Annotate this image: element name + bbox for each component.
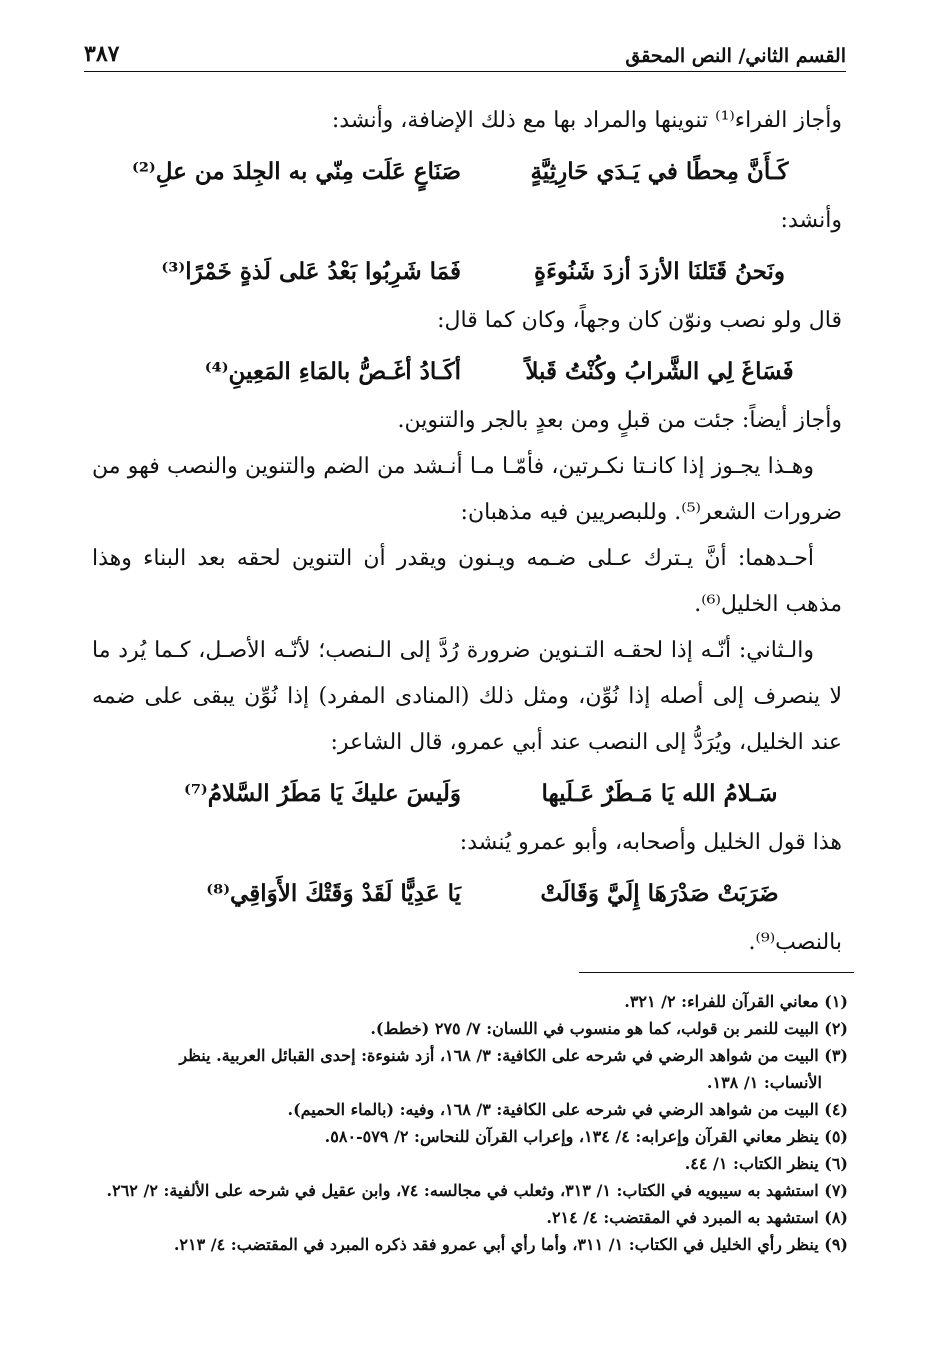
verse-second-hemistich: صَنَاعٍ عَلَت مِنّي به الجِلدَ من علِ⁽²⁾	[131, 157, 461, 185]
footnote-continuation: الأنساب: ١/ ١٣٨.	[706, 1073, 822, 1092]
footnote: (٣) البيت من شواهد الرضي في شرحه على الكافية: ٣/ ١٦٨، أزد شنوءة: إحدى القبائل العربية. ينظر	[179, 1046, 848, 1065]
section-title: القسم الثاني/ النص المحقق	[625, 45, 846, 67]
paragraph: قال ولو نصب ونوّن كان وجهاً، وكان كما قال:	[437, 308, 842, 333]
footnote: (٧) استشهد به سيبويه في الكتاب: ١/ ٣١٣، وثعلب في مجالسه: ٧٤، وابن عقيل في شرحه على الألفية: ٢/ ٢٦٢.	[106, 1181, 848, 1200]
paragraph: والـثاني: أنّـه إذا لحقـه التـنوين ضرورة رُدَّ إلى الـنصب؛ لأنّـه الأصـل، كـما يُرد ما لا ينصرف إلى أصله إذا نُوِّن، ومثل ذلك (المنادى المفرد) إذا نُوِّن يبقى على ضمه عند الخليل، ويُرَدُّ إلى النصب عند أبي عمرو، قال الشاعر:	[92, 638, 842, 755]
verse-line	[92, 866, 842, 920]
footnote: (٢) البيت للنمر بن قولب، كما هو منسوب في اللسان: ٧/ ٢٧٥ (خطط).	[370, 1019, 848, 1038]
footnote: (٦) ينظر الكتاب: ١/ ٤٤.	[684, 1154, 848, 1173]
verse-second-hemistich: وَلَيسَ عليكَ يَا مَطَرُ السَّلامُ⁽⁷⁾	[183, 779, 461, 807]
paragraph: وأجاز أيضاً: جئت من قبلٍ ومن بعدٍ بالجر والتنوين.	[397, 408, 842, 433]
footnote-separator	[579, 972, 854, 973]
verse-first-hemistich: كَـأَنَّ مِحطًا في يَـدَي حَارِثِيَّةٍ	[530, 157, 789, 185]
verse-first-hemistich: ضَرَبَتْ صَدْرَهَا إِلَيَّ وَقَالَتْ	[540, 879, 779, 907]
verse-second-hemistich: فَمَا شَرِبُوا بَعْدُ عَلى لَذةٍ خَمْرًا⁽³⁾	[161, 257, 461, 285]
main-text	[92, 98, 842, 966]
verse-line	[92, 344, 842, 398]
footnote: (١) معاني القرآن للفراء: ٢/ ٣٢١.	[624, 992, 848, 1011]
verse-line	[92, 144, 842, 198]
paragraph: وأنشد:	[780, 208, 842, 233]
verse-first-hemistich: سَـلامُ الله يَا مَـطَرٌ عَـلَيها	[541, 779, 778, 807]
paragraph: هذا قول الخليل وأصحابه، وأبو عمرو يُنشد:	[459, 830, 842, 855]
verse-first-hemistich: ونَحنُ قَتَلنَا الأزدَ أزدَ شَنُوءَةٍ	[534, 257, 785, 285]
paragraph: وأجاز الفراء⁽¹⁾ تنوينها والمراد بها مع ذلك الإضافة، وأنشد:	[331, 108, 842, 133]
footnote: (٨) استشهد به المبرد في المقتضب: ٤/ ٢١٤.	[546, 1208, 848, 1227]
paragraph: أحـدهما: أنَّ يـترك عـلى ضـمه ويـنون ويقدر أن التنوين لحقه بعد البناء وهذا مذهب الخليل⁽⁶⁾.	[92, 546, 842, 617]
verse-line	[92, 766, 842, 820]
verse-line	[92, 244, 842, 298]
running-header	[84, 28, 846, 72]
verse-second-hemistich: أكَـادُ أغَـصُّ بالمَاءِ المَعِينِ⁽⁴⁾	[204, 357, 461, 385]
paragraph: وهـذا يجـوز إذا كانـتا نكـرتين، فأمّـا مـا أنـشد من الضم والتنوين والنصب فهو من ضرورات الشعر⁽⁵⁾. وللبصريين فيه مذهبان:	[92, 454, 842, 525]
footnote: (٥) ينظر معاني القرآن وإعرابه: ٤/ ١٣٤، وإعراب القرآن للنحاس: ٢/ ٥٧٩-٥٨٠.	[324, 1127, 848, 1146]
paragraph: بالنصب⁽⁹⁾.	[748, 930, 842, 955]
footnote: (٤) البيت من شواهد الرضي في شرحه على الكافية: ٣/ ١٦٨، وفيه: (بالماء الحميم).	[287, 1100, 848, 1119]
footnotes	[88, 988, 848, 1258]
footnote: (٩) ينظر رأي الخليل في الكتاب: ١/ ٣١١، وأما رأي أبي عمرو فقد ذكره المبرد في المقتضب: ٤/ ٢١٣.	[173, 1235, 848, 1254]
page-number: ٣٨٧	[84, 41, 120, 67]
verse-first-hemistich: فَسَاغَ لِي الشَّرابُ وكُنْتُ قَبلاً	[525, 357, 794, 385]
verse-second-hemistich: يَا عَدِيًّا لَقَدْ وَقَتْكَ الأَوَاقِي⁽⁸⁾	[206, 879, 461, 907]
